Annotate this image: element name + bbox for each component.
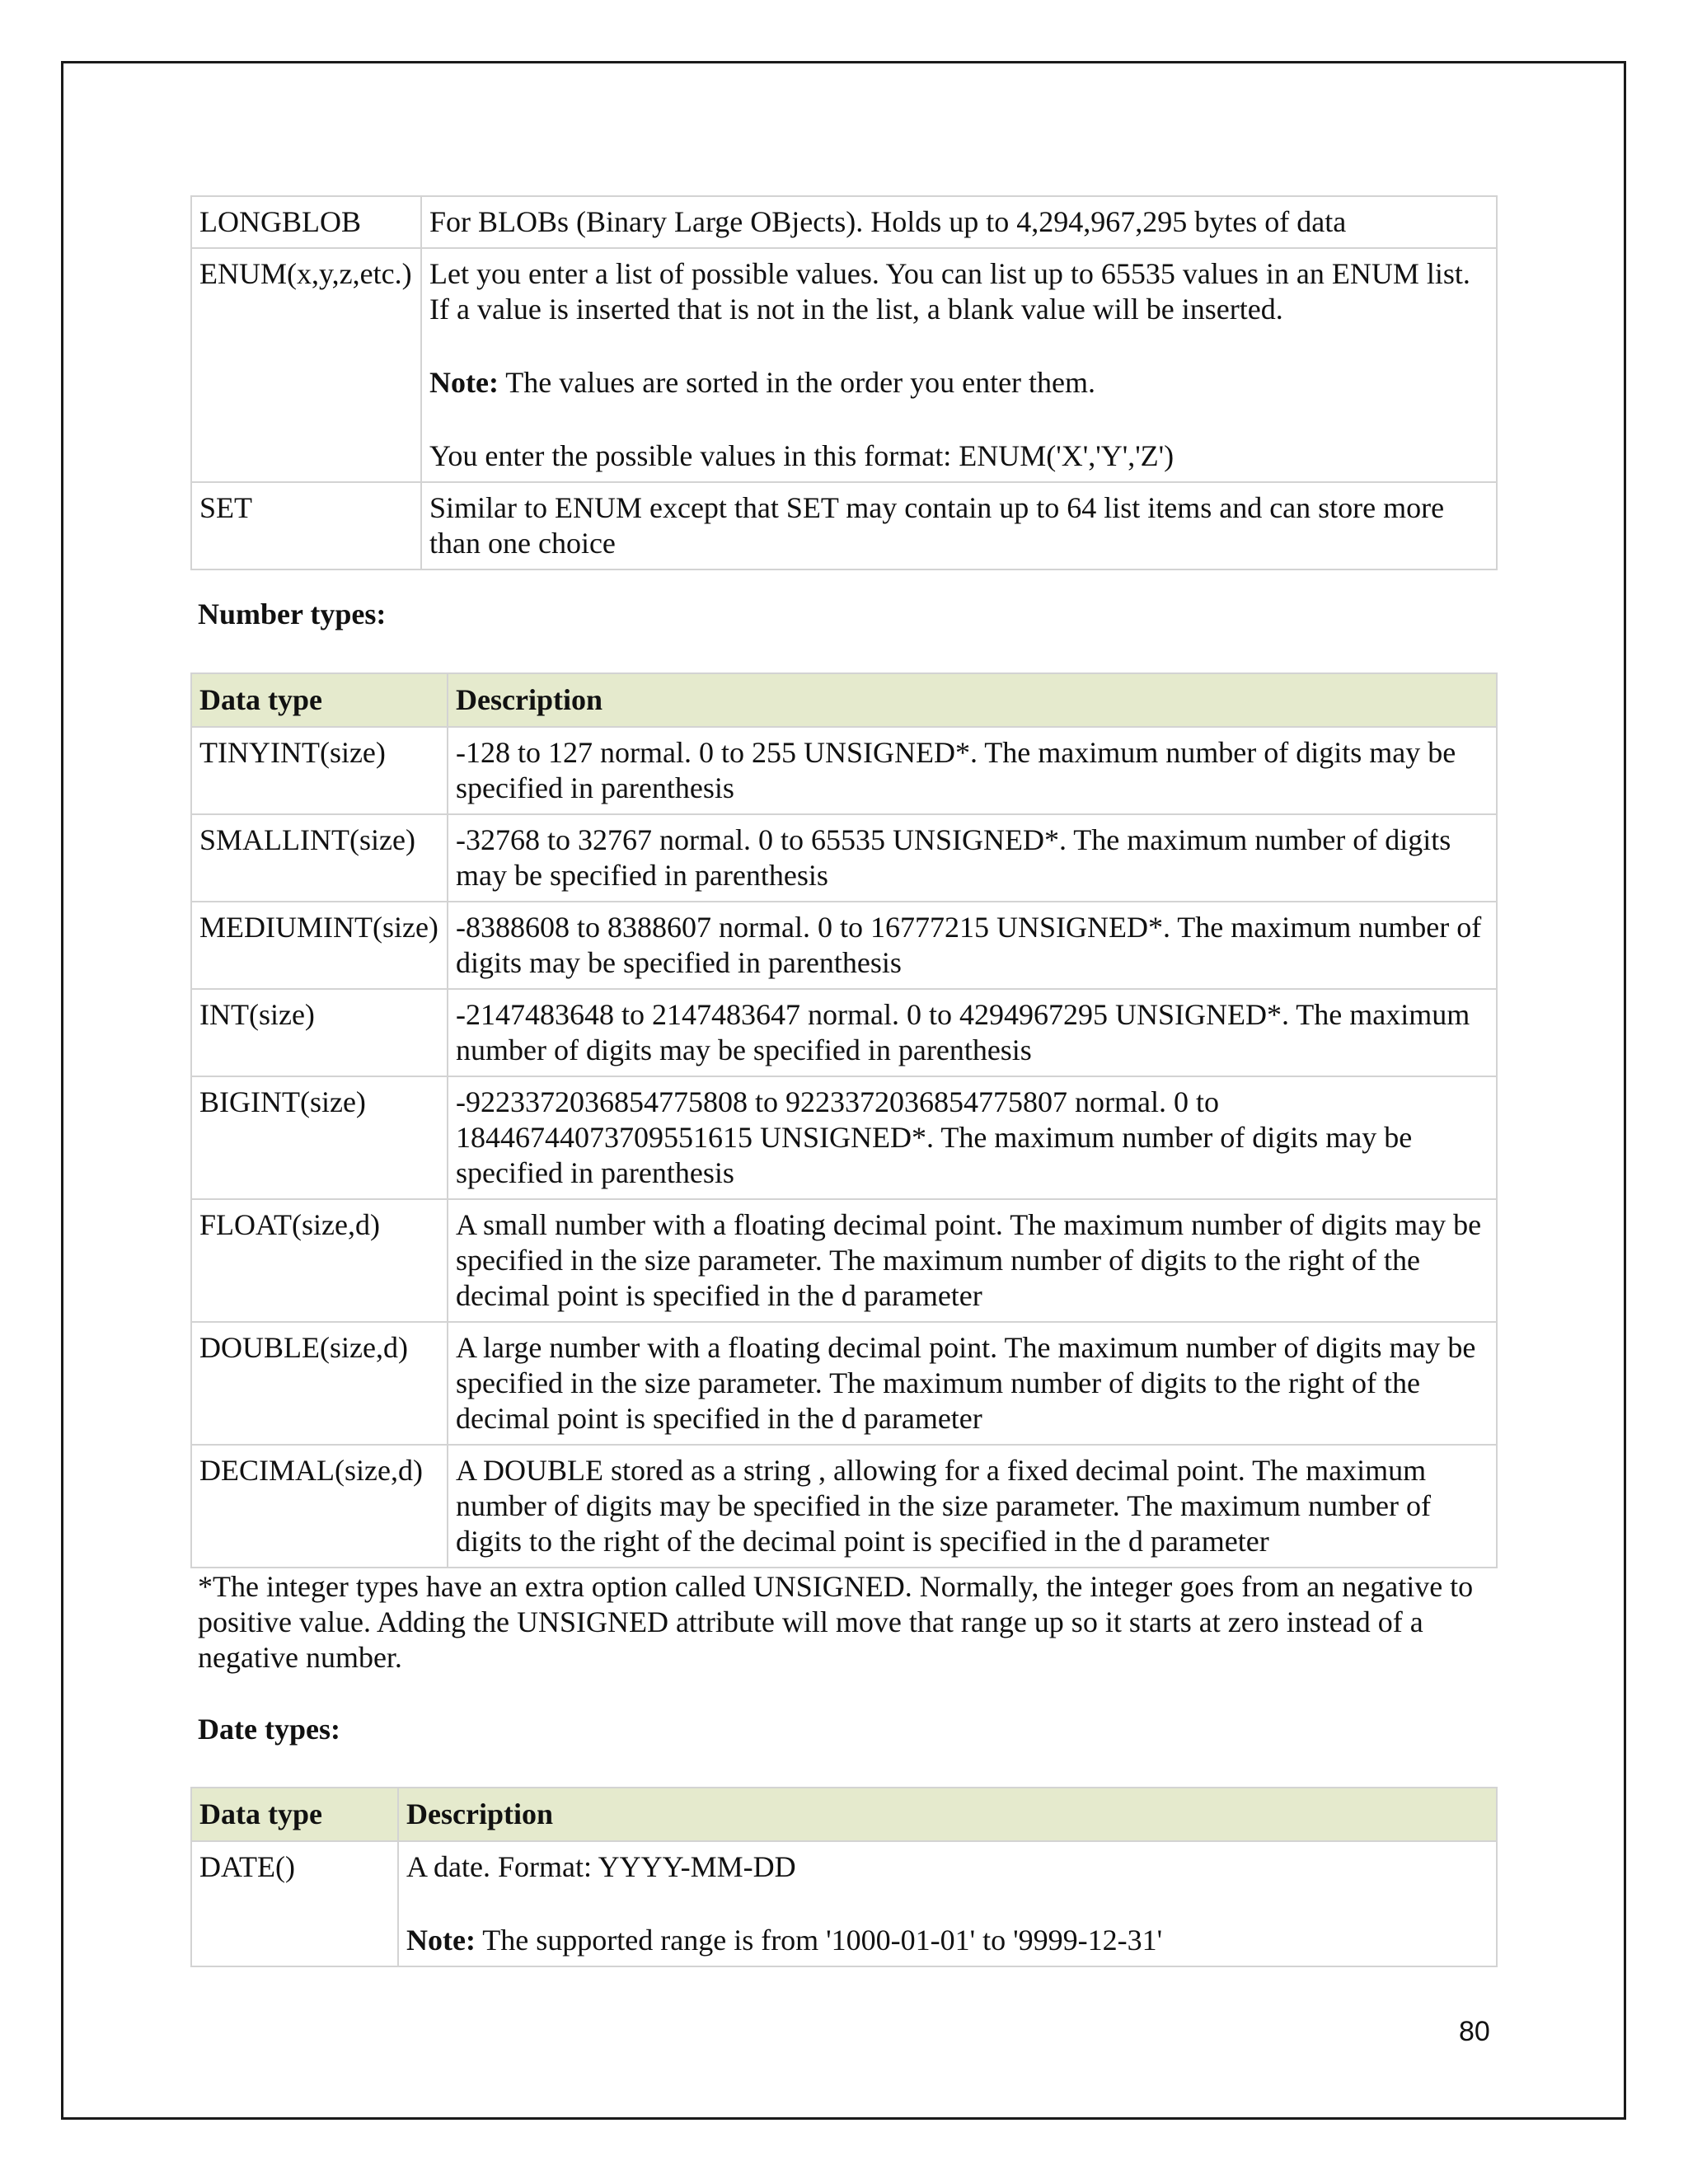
data-type-cell: SET	[191, 482, 421, 569]
data-type-cell: LONGBLOB	[191, 196, 421, 248]
section-heading: Number types:	[198, 598, 387, 630]
note-paragraph	[406, 1923, 1496, 1958]
data-type-cell: BIGINT(size)	[191, 1076, 448, 1199]
description-cell: -2147483648 to 2147483647 normal. 0 to 4294967295 UNSIGNED*. The maximum number of digits may be specified in parenthesis	[448, 989, 1497, 1076]
table-header-row	[191, 673, 1497, 727]
column-header-description: Description	[398, 1788, 1497, 1841]
table-row	[191, 1841, 1497, 1966]
table-row	[191, 248, 1497, 482]
format-text: You enter the possible values in this format: ENUM('X','Y','Z')	[429, 439, 1175, 472]
data-type-cell: DOUBLE(size,d)	[191, 1322, 448, 1445]
page-number: 80	[1459, 2016, 1490, 2047]
data-type-cell: ENUM(x,y,z,etc.)	[191, 248, 421, 482]
note-label: Note:	[429, 366, 499, 399]
data-type-cell: INT(size)	[191, 989, 448, 1076]
description-cell: A large number with a floating decimal point. The maximum number of digits may be specified in the size parameter. The maximum number of digits to the right of the decimal point is specified in the d parameter	[448, 1322, 1497, 1445]
date-types-section	[190, 1712, 1498, 1747]
data-type-cell: SMALLINT(size)	[191, 814, 448, 902]
table-row	[191, 1322, 1497, 1445]
data-type-cell: DECIMAL(size,d)	[191, 1445, 448, 1568]
table-row	[191, 1445, 1497, 1568]
date-types-table	[190, 1787, 1498, 1967]
note-text: The supported range is from '1000-01-01' to '9999-12-31'	[475, 1924, 1163, 1957]
description-cell: For BLOBs (Binary Large OBjects). Holds up to 4,294,967,295 bytes of data	[421, 196, 1497, 248]
data-type-cell: MEDIUMINT(size)	[191, 902, 448, 989]
note-label: Note:	[406, 1924, 476, 1957]
data-type-cell: DATE()	[191, 1841, 398, 1966]
table-row	[191, 902, 1497, 989]
column-header-data-type: Data type	[191, 1788, 398, 1841]
table-row	[191, 196, 1497, 248]
table-row	[191, 989, 1497, 1076]
table-row	[191, 1076, 1497, 1199]
number-types-table	[190, 673, 1498, 1568]
table-row	[191, 814, 1497, 902]
description-cell: -9223372036854775808 to 9223372036854775807 normal. 0 to 18446744073709551615 UNSIGNED*. The maximum number of digits may be specified in parenthesis	[448, 1076, 1497, 1199]
table-header-row	[191, 1788, 1497, 1841]
description-cell: A DOUBLE stored as a string , allowing for a fixed decimal point. The maximum number of digits may be specified in the size parameter. The maximum number of digits to the right of the decimal point is specified in the d parameter	[448, 1445, 1497, 1568]
unsigned-footnote: *The integer types have an extra option called UNSIGNED. Normally, the integer goes from an negative to positive value. Adding the UNSIGNED attribute will move that range up so it starts at zero instead of a negative number.	[198, 1570, 1474, 1674]
description-cell: -32768 to 32767 normal. 0 to 65535 UNSIGNED*. The maximum number of digits may be specified in parenthesis	[448, 814, 1497, 902]
column-header-description: Description	[448, 673, 1497, 727]
table-row	[191, 482, 1497, 569]
column-header-data-type: Data type	[191, 673, 448, 727]
unsigned-footnote-block	[190, 1569, 1498, 1675]
table-row	[191, 1199, 1497, 1322]
description-cell: A small number with a floating decimal point. The maximum number of digits may be specified in the size parameter. The maximum number of digits to the right of the decimal point is specified in the d parameter	[448, 1199, 1497, 1322]
description-text: A date. Format: YYYY-MM-DD	[406, 1850, 796, 1883]
note-text: The values are sorted in the order you enter them.	[498, 366, 1096, 399]
string-types-table-continued	[190, 195, 1498, 570]
description-cell	[398, 1841, 1497, 1966]
description-cell	[421, 248, 1497, 482]
description-text: Let you enter a list of possible values. You can list up to 65535 values in an ENUM list. If a value is inserted that is not in the list, a blank value will be inserted.	[429, 257, 1470, 326]
data-type-cell: FLOAT(size,d)	[191, 1199, 448, 1322]
note-paragraph	[429, 365, 1496, 401]
section-heading: Date types:	[198, 1713, 340, 1746]
description-cell: Similar to ENUM except that SET may contain up to 64 list items and can store more than one choice	[421, 482, 1497, 569]
description-cell: -8388608 to 8388607 normal. 0 to 16777215 UNSIGNED*. The maximum number of digits may be specified in parenthesis	[448, 902, 1497, 989]
table-row	[191, 727, 1497, 814]
description-cell: -128 to 127 normal. 0 to 255 UNSIGNED*. The maximum number of digits may be specified in parenthesis	[448, 727, 1497, 814]
number-types-section	[190, 597, 1498, 632]
data-type-cell: TINYINT(size)	[191, 727, 448, 814]
